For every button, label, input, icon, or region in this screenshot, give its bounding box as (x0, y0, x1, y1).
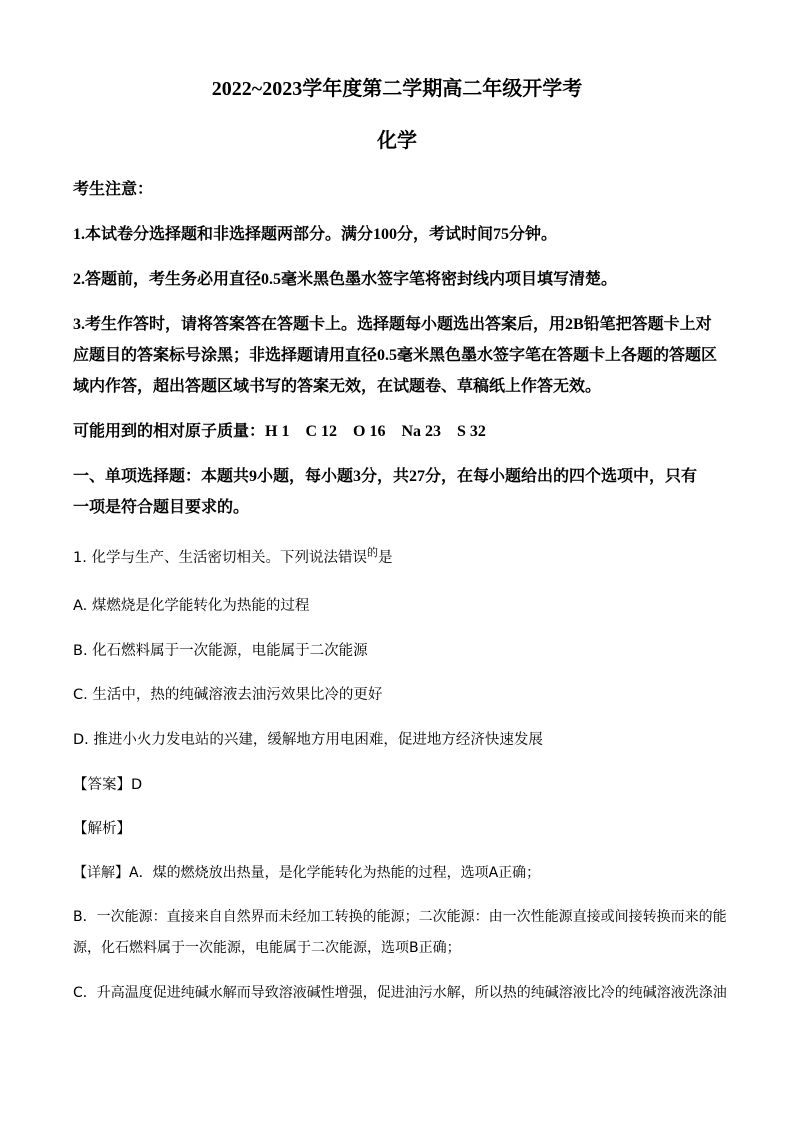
question-1-option-d: D. 推进小火力发电站的兴建，缓解地方用电困难，促进地方经济快速发展 (73, 732, 543, 748)
question-1-detail-b-line-1: B．一次能源：直接来自自然界而未经加工转换的能源；二次能源：由一次性能源直接或间接转换而来的能 (73, 909, 727, 925)
question-1-stem (73, 544, 392, 567)
question-1-option-c: C. 生活中，热的纯碱溶液去油污效果比冷的更好 (73, 687, 383, 703)
notice-item-3-line-1: 3.考生作答时，请将答案答在答题卡上。选择题每小题选出答案后，用2B铅笔把答题卡上对 (73, 316, 712, 333)
question-1-option-a: A. 煤燃烧是化学能转化为热能的过程 (73, 598, 310, 614)
question-1-stem-suffix: 是 (377, 549, 393, 566)
notice-heading: 考生注意： (73, 181, 154, 198)
question-1-answer: 【答案】D (73, 777, 143, 793)
atomic-mass-line: 可能用到的相对原子质量：H 1 C 12 O 16 Na 23 S 32 (73, 423, 486, 440)
section-1-heading-line-2: 一项是符合题目要求的。 (73, 499, 250, 516)
notice-item-2: 2.答题前，考生务必用直径0.5毫米黑色墨水签字笔将密封线内项目填写清楚。 (73, 271, 618, 288)
question-1-detail-b-line-2: 源，化石燃料属于一次能源，电能属于二次能源，选项B正确； (73, 940, 461, 956)
notice-item-3-line-2: 应题目的答案标号涂黑；非选择题请用直径0.5毫米黑色墨水签字笔在答题卡上各题的答题区 (73, 347, 718, 364)
notice-item-1: 1.本试卷分选择题和非选择题两部分。满分100分，考试时间75分钟。 (73, 226, 558, 243)
question-1-option-b: B. 化石燃料属于一次能源，电能属于二次能源 (73, 643, 368, 659)
subject-title: 化学 (377, 130, 417, 152)
question-1-detail-a: 【详解】A．煤的燃烧放出热量，是化学能转化为热能的过程，选项A正确； (73, 865, 541, 881)
question-1-detail-c-line-1: C．升高温度促进纯碱水解而导致溶液碱性增强，促进油污水解，所以热的纯碱溶液比冷的纯碱溶液洗涤油 (73, 985, 727, 1001)
notice-item-3-line-3: 域内作答，超出答题区域书写的答案无效，在试题卷、草稿纸上作答无效。 (73, 378, 602, 395)
question-1-stem-prefix: 1. 化学与生产、生活密切相关。下列说法错误 (73, 549, 367, 566)
section-1-heading-line-1: 一、单项选择题：本题共9小题，每小题3分，共27分，在每小题给出的四个选项中，只有 (73, 468, 698, 485)
exam-title: 2022~2023学年度第二学期高二年级开学考 (211, 78, 583, 100)
question-1-analysis-heading: 【解析】 (73, 821, 131, 837)
question-1-stem-superscript: 的 (366, 546, 378, 559)
